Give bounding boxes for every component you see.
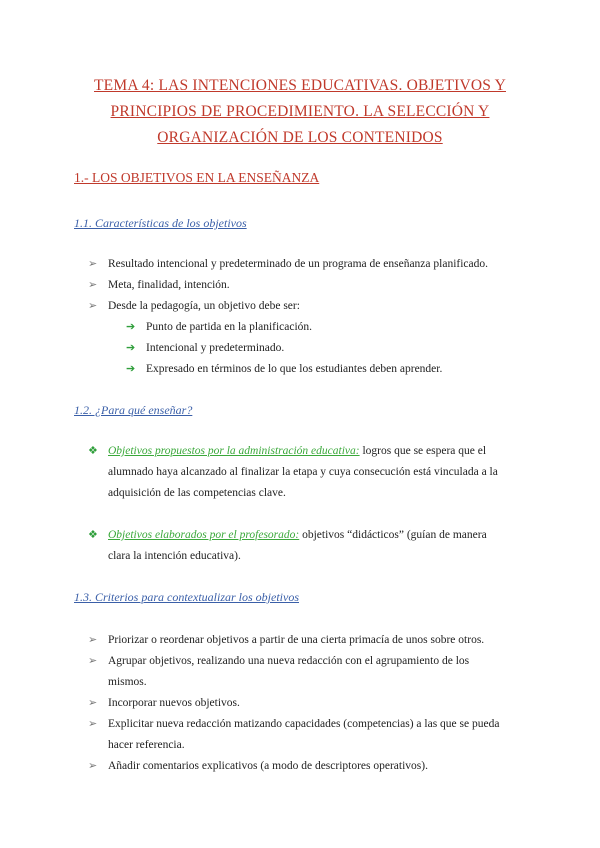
list-item: ➢ Añadir comentarios explicativos (a modo de descriptores operativos). [108, 756, 528, 777]
title-line-1: TEMA 4: LAS INTENCIONES EDUCATIVAS. OBJETIVOS Y [94, 77, 506, 94]
arrow-bullet-icon: ➢ [88, 634, 98, 646]
arrow-bullet-icon: ➢ [88, 300, 98, 312]
arrow-bullet-icon: ➢ [88, 655, 98, 667]
document-title [60, 73, 540, 151]
sub-list-item: ➔ Intencional y predeterminado. [146, 338, 546, 359]
arrow-bullet-icon: ➢ [88, 697, 98, 709]
arrow-bullet-icon: ➢ [88, 718, 98, 730]
list-item: ➢ Desde la pedagogía, un objetivo debe ser: [108, 296, 548, 317]
green-arrow-icon: ➔ [126, 321, 136, 333]
section-1-heading: 1.- LOS OBJETIVOS EN LA ENSEÑANZA [74, 170, 320, 185]
sub-list-item: ➔ Punto de partida en la planificación. [146, 317, 546, 338]
subsection-1-3-heading: 1.3. Criterios para contextualizar los objetivos [74, 590, 299, 604]
list-item: ➢ Agrupar objetivos, realizando una nueva redacción con el agrupamiento de los mismos. [108, 651, 526, 693]
green-arrow-icon: ➔ [126, 342, 136, 354]
objectives-admin-label: Objetivos propuestos por la administración educativa: [108, 445, 360, 457]
arrow-bullet-icon: ➢ [88, 279, 98, 291]
list-item: ➢ Resultado intencional y predeterminado de un programa de enseñanza planificado. [108, 254, 548, 275]
objectives-teacher-label: Objetivos elaborados por el profesorado: [108, 529, 300, 541]
list-item: ❖ Objetivos propuestos por la administración educativa: logros que se espera que el alumnado haya alcanzado al finalizar la etapa y cuya consecución está vinculada a la adquisición de las competencias clave. [108, 441, 526, 504]
diamond-bullet-icon: ❖ [88, 529, 98, 541]
subsection-1-1-heading: 1.1. Características de los objetivos [74, 216, 247, 230]
diamond-bullet-icon: ❖ [88, 445, 98, 457]
title-line-3: ORGANIZACIÓN DE LOS CONTENIDOS [157, 129, 443, 146]
list-item: ➢ Explicitar nueva redacción matizando capacidades (competencias) a las que se pueda hacer referencia. [108, 714, 526, 756]
subsection-1-2-heading: 1.2. ¿Para qué enseñar? [74, 403, 193, 417]
list-item: ➢ Meta, finalidad, intención. [108, 275, 548, 296]
arrow-bullet-icon: ➢ [88, 258, 98, 270]
list-item: ❖ Objetivos elaborados por el profesorado: objetivos “didácticos” (guían de manera clara la intención educativa). [108, 525, 526, 567]
sub-list-item: ➔ Expresado en términos de lo que los estudiantes deben aprender. [146, 359, 546, 380]
list-item: ➢ Priorizar o reordenar objetivos a partir de una cierta primacía de unos sobre otros. [108, 630, 528, 651]
list-item: ➢ Incorporar nuevos objetivos. [108, 693, 528, 714]
title-line-2: PRINCIPIOS DE PROCEDIMIENTO. LA SELECCIÓN Y [110, 103, 490, 120]
green-arrow-icon: ➔ [126, 363, 136, 375]
arrow-bullet-icon: ➢ [88, 760, 98, 772]
